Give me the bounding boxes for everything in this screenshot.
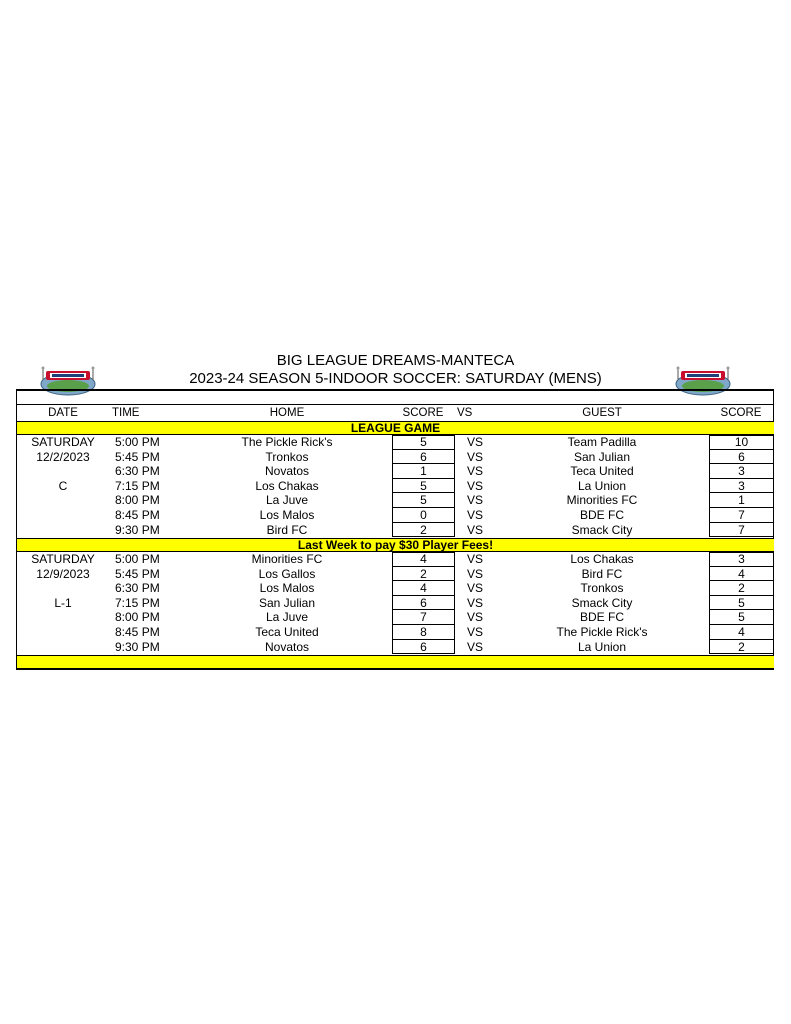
table-row	[17, 508, 774, 523]
game-time: 6:30 PM	[115, 581, 160, 596]
home-score: 5	[392, 479, 455, 494]
home-score: 1	[392, 464, 455, 479]
guest-team: Smack City	[571, 522, 633, 537]
vs-label: VS	[467, 478, 484, 493]
week-1-note: C	[58, 478, 68, 493]
guest-team: Tronkos	[580, 581, 624, 596]
home-score: 5	[392, 493, 455, 508]
league-game-banner: LEAGUE GAME	[17, 421, 774, 435]
guest-score: 5	[709, 596, 774, 611]
home-team: Tronkos	[265, 449, 309, 464]
vs-label: VS	[467, 595, 484, 610]
home-score: 7	[392, 610, 455, 625]
home-score: 2	[392, 567, 455, 582]
week-2-section	[17, 552, 774, 654]
game-time: 9:30 PM	[115, 639, 160, 654]
guest-team: The Pickle Rick's	[556, 624, 648, 639]
guest-team: Minorities FC	[566, 493, 638, 508]
table-row	[17, 596, 774, 611]
home-score: 2	[392, 523, 455, 538]
column-header-vs: VS	[457, 407, 473, 419]
column-header-guest-score: SCORE	[720, 407, 762, 419]
guest-team: BDE FC	[579, 507, 624, 522]
week-2-day: SATURDAY	[31, 552, 95, 566]
column-header-date: DATE	[48, 407, 78, 419]
game-time: 9:30 PM	[115, 522, 160, 537]
game-time: 5:45 PM	[115, 566, 160, 581]
game-time: 8:00 PM	[115, 610, 160, 625]
vs-label: VS	[467, 435, 484, 449]
home-team: Minorities FC	[251, 552, 323, 566]
game-time: 8:45 PM	[115, 507, 160, 522]
home-score: 5	[392, 435, 455, 450]
table-row	[17, 567, 774, 582]
guest-team: Los Chakas	[570, 552, 634, 566]
guest-score: 2	[709, 640, 774, 655]
guest-score: 4	[709, 625, 774, 640]
game-time: 5:45 PM	[115, 449, 160, 464]
guest-score: 3	[709, 479, 774, 494]
week-2-date: 12/9/2023	[36, 566, 90, 581]
week-2-note: L-1	[54, 595, 72, 610]
guest-score: 5	[709, 610, 774, 625]
vs-label: VS	[467, 624, 484, 639]
guest-score: 10	[709, 435, 774, 450]
guest-score: 1	[709, 493, 774, 508]
column-header-home-score: SCORE	[402, 407, 444, 419]
home-score: 6	[392, 596, 455, 611]
column-header-home: HOME	[269, 407, 305, 419]
guest-score: 2	[709, 581, 774, 596]
vs-label: VS	[467, 449, 484, 464]
home-score: 0	[392, 508, 455, 523]
column-header-guest: GUEST	[582, 407, 622, 419]
table-divider	[17, 404, 774, 405]
vs-label: VS	[467, 566, 484, 581]
guest-score: 4	[709, 567, 774, 582]
game-time: 5:00 PM	[115, 552, 160, 566]
game-time: 7:15 PM	[115, 478, 160, 493]
guest-score: 7	[709, 523, 774, 538]
home-team: Los Malos	[259, 581, 315, 596]
player-fees-banner: Last Week to pay $30 Player Fees!	[17, 538, 774, 552]
table-row	[17, 450, 774, 465]
guest-score: 3	[709, 552, 774, 567]
home-team: Bird FC	[266, 522, 308, 537]
week-1-date: 12/2/2023	[36, 449, 90, 464]
guest-team: Team Padilla	[567, 435, 637, 449]
game-time: 6:30 PM	[115, 464, 160, 479]
table-row	[17, 435, 774, 450]
page-subtitle: 2023-24 SEASON 5-INDOOR SOCCER: SATURDAY (MENS)	[189, 370, 602, 387]
game-time: 8:00 PM	[115, 493, 160, 508]
vs-label: VS	[467, 581, 484, 596]
table-row	[17, 610, 774, 625]
vs-label: VS	[467, 639, 484, 654]
home-score: 6	[392, 640, 455, 655]
vs-label: VS	[467, 507, 484, 522]
home-team: Novatos	[264, 464, 310, 479]
guest-team: La Union	[577, 478, 627, 493]
vs-label: VS	[467, 464, 484, 479]
table-row	[17, 625, 774, 640]
guest-score: 3	[709, 464, 774, 479]
home-team: The Pickle Rick's	[241, 435, 333, 449]
home-score: 8	[392, 625, 455, 640]
home-team: San Julian	[258, 595, 316, 610]
guest-team: BDE FC	[579, 610, 624, 625]
home-score: 6	[392, 450, 455, 465]
footer-banner	[17, 655, 774, 669]
guest-team: La Union	[577, 639, 627, 654]
home-score: 4	[392, 581, 455, 596]
home-team: La Juve	[265, 610, 309, 625]
week-2-games	[17, 552, 774, 654]
page-title: BIG LEAGUE DREAMS-MANTECA	[276, 352, 515, 369]
home-team: Los Chakas	[255, 478, 319, 493]
home-team: Los Gallos	[258, 566, 316, 581]
week-1-day: SATURDAY	[31, 435, 95, 449]
guest-team: Bird FC	[581, 566, 623, 581]
home-team: Teca United	[255, 624, 319, 639]
guest-team: Smack City	[571, 595, 633, 610]
guest-score: 7	[709, 508, 774, 523]
table-row	[17, 640, 774, 655]
vs-label: VS	[467, 493, 484, 508]
table-row	[17, 464, 774, 479]
home-score: 4	[392, 552, 455, 567]
guest-team: San Julian	[573, 449, 631, 464]
game-time: 7:15 PM	[115, 595, 160, 610]
home-team: La Juve	[265, 493, 309, 508]
table-row	[17, 479, 774, 494]
game-time: 8:45 PM	[115, 624, 160, 639]
table-row	[17, 552, 774, 567]
week-1-games	[17, 435, 774, 537]
column-headers	[17, 407, 774, 421]
guest-score: 6	[709, 450, 774, 465]
vs-label: VS	[467, 522, 484, 537]
vs-label: VS	[467, 552, 484, 566]
home-team: Novatos	[264, 639, 310, 654]
table-row	[17, 493, 774, 508]
game-time: 5:00 PM	[115, 435, 160, 449]
column-header-time: TIME	[112, 407, 140, 419]
home-team: Los Malos	[259, 507, 315, 522]
table-row	[17, 581, 774, 596]
guest-team: Teca United	[570, 464, 634, 479]
vs-label: VS	[467, 610, 484, 625]
table-row	[17, 523, 774, 538]
week-1-section	[17, 435, 774, 537]
